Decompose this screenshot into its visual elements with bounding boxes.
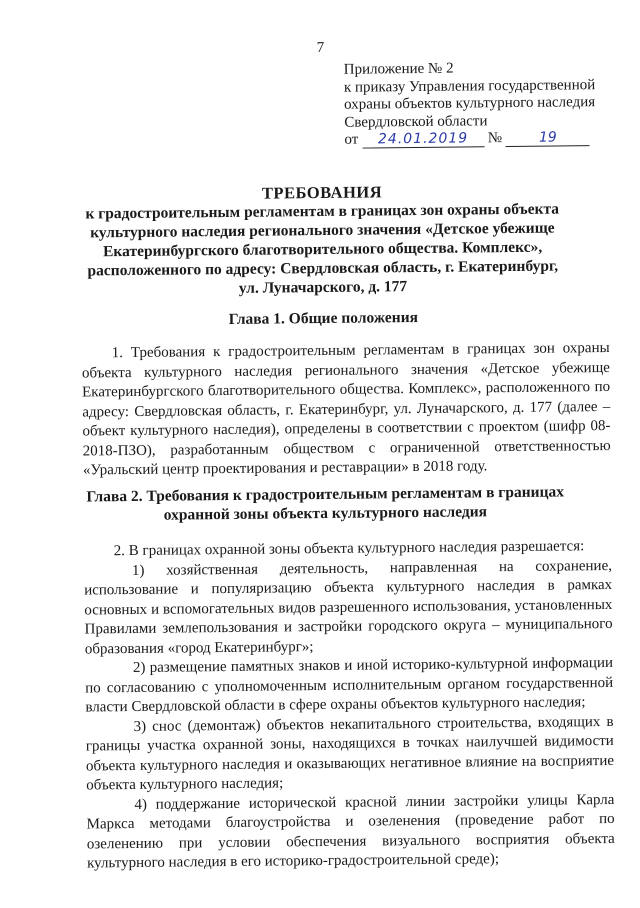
chapter1-body — [82, 339, 611, 481]
paragraph-2: 2. В границах охранной зоны объекта культурного наследия разрешается: — [113, 538, 585, 560]
chapter2-heading-line: Глава 2. Требования к градостроительным регламентам в границах — [86, 483, 565, 506]
appendix-block — [344, 59, 596, 149]
from-label: от — [344, 131, 359, 148]
handwritten-number: 19 — [506, 130, 590, 147]
order-date-number-row — [344, 129, 595, 149]
list-item-4: 4) поддержание исторической красной линии застройки улицы Карла Маркса методами благоустройства и озеленения (проведение работ по озеленению при условии обеспечения визуального восприятия объекта культурного наследия в его историко-градостроительной среде); — [86, 791, 615, 872]
title-line: культурного наследия регионального значения «Детское убежище — [90, 219, 555, 242]
title-line: к градостроительным регламентам в границах зон охраны объекта — [85, 200, 560, 223]
title-line: расположенного по адресу: Свердловская область, г. Екатеринбург, — [87, 257, 559, 280]
appendix-line: к приказу Управления государственной — [343, 76, 596, 96]
appendix-line: Приложение № 2 — [343, 60, 454, 78]
chapter1-heading: Глава 1. Общие положения — [228, 308, 419, 328]
list-item-2: 2) размещение памятных знаков и иной историко-культурной информации по согласованию с уполномоченным исполнительным органом государственной власти Свердловской области в сфере охраны объектов культурного наследия; — [85, 654, 614, 716]
list-item-3: 3) снос (демонтаж) объектов некапитального строительства, входящих в границы участка охранной зоны, находящихся в точках наилучшей видимости объекта культурного наследия и оказывающих негативное влияние на восприятие объекта культурного наследия; — [85, 713, 615, 794]
chapter2-heading-line: охранной зоны объекта культурного наследия — [163, 503, 488, 524]
list-item-1: 1) хозяйственная деятельность, направленная на сохранение, использование и популяризацию объекта культурного наследия в рамках основных и вспомогательных видов разрешенного использования, установленных Правилами землепользования и застройки городского округа – муниципального образования «город Екатеринбург»; — [84, 557, 613, 657]
chapter2-heading — [5, 482, 640, 527]
number-label: № — [487, 130, 503, 147]
page-number: 7 — [316, 39, 325, 57]
title-main: ТРЕБОВАНИЯ — [261, 182, 383, 203]
document-title — [2, 180, 640, 301]
chapter2-body — [84, 537, 615, 874]
handwritten-date: 24.01.2019 — [362, 131, 484, 148]
appendix-line: Свердловской области — [344, 112, 488, 131]
title-line: Екатеринбургского благотворительного общества. Комплекс», — [102, 238, 543, 261]
appendix-line: охраны объектов культурного наследия — [344, 94, 596, 113]
paragraph-1: 1. Требования к градостроительным регламентам в границах зон охраны объекта культурного наследия регионального значения «Детское убежище Екатеринбургского благотворительного общества. Комплекс», расположенного по адресу: Свердловская область, г. Екатеринбург, ул. Луначарского, д. 177 (далее – объект культурного наследия), определены в соответствии с проектом (шифр 08-2018-ПЗО), разработанным обществом с ограниченной ответственностью «Уральский центр проектирования и реставрации» в 2018 году. — [81, 339, 611, 479]
title-line: ул. Луначарского, д. 177 — [238, 278, 408, 297]
